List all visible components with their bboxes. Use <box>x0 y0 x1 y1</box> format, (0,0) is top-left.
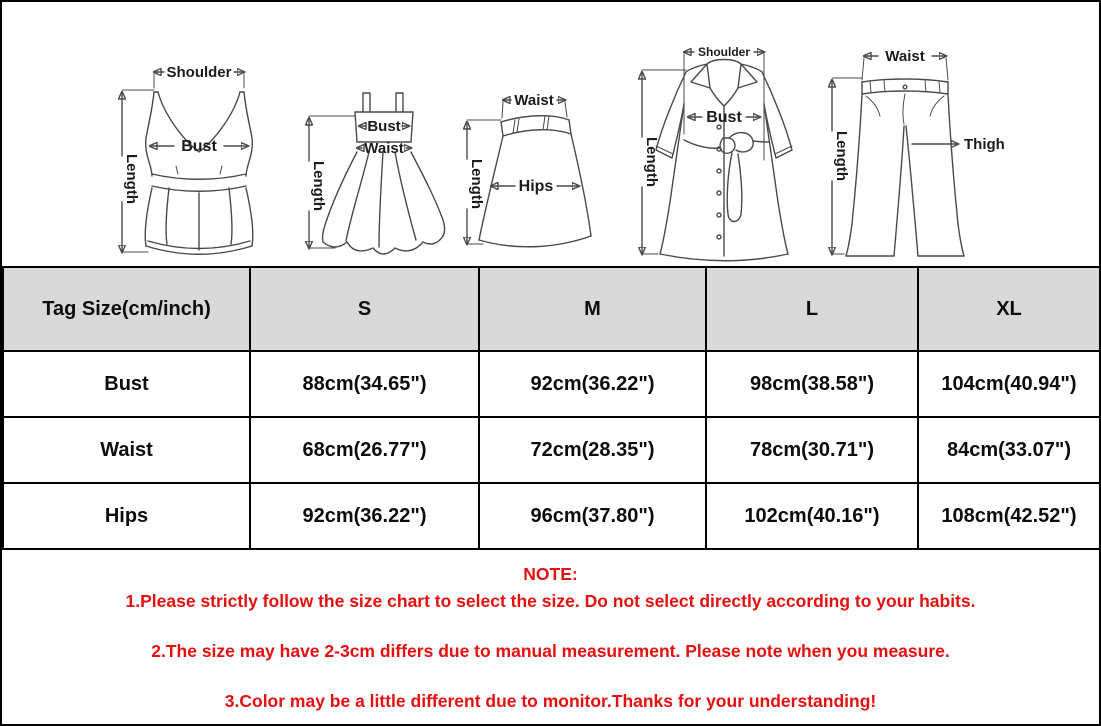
pants-waist-label: Waist <box>885 48 925 65</box>
header-size-xl: XL <box>918 267 1100 351</box>
pants-outline <box>846 79 964 256</box>
skirt-diagram <box>457 90 602 258</box>
size-cell: 98cm(38.58") <box>706 351 918 417</box>
header-size-s: S <box>250 267 479 351</box>
size-cell: 96cm(37.80") <box>479 483 706 549</box>
table-row-bust <box>3 351 1100 417</box>
coat-diagram <box>628 42 813 264</box>
pants-thigh-label: Thigh <box>964 136 1005 153</box>
header-size-m: M <box>479 267 706 351</box>
tank-length-label: Length <box>123 154 140 204</box>
size-cell: 102cm(40.16") <box>706 483 918 549</box>
notes-section <box>2 552 1099 724</box>
row-label: Waist <box>3 417 250 483</box>
coat-length-label: Length <box>643 137 660 187</box>
coat-bust-label: Bust <box>706 109 742 126</box>
skirt-measures <box>467 92 579 244</box>
skirt-length-label: Length <box>468 159 485 209</box>
dress-diagram <box>295 90 455 258</box>
coat-shoulder-label: Shoulder <box>697 45 751 59</box>
header-size-l: L <box>706 267 918 351</box>
tank-top-measures <box>122 64 248 252</box>
skirt-waist-label: Waist <box>514 92 554 109</box>
note-title: NOTE: <box>523 564 578 584</box>
tank-shoulder-label: Shoulder <box>166 64 232 81</box>
pants-length-label: Length <box>833 131 850 181</box>
dress-bust-label: Bust <box>367 118 401 135</box>
size-cell: 72cm(28.35") <box>479 417 706 483</box>
size-table <box>2 266 1101 550</box>
skirt-hips-label: Hips <box>518 178 554 195</box>
table-row-hips <box>3 483 1100 549</box>
header-tag-size: Tag Size(cm/inch) <box>3 267 250 351</box>
size-table-header-row <box>3 267 1100 351</box>
size-cell: 92cm(36.22") <box>250 483 479 549</box>
row-label: Hips <box>3 483 250 549</box>
coat-measures <box>642 45 764 254</box>
coat-outline <box>656 60 792 261</box>
dress-waist-label: Waist <box>364 140 404 157</box>
tank-top-diagram <box>102 54 272 259</box>
size-cell: 92cm(36.22") <box>479 351 706 417</box>
note-item-2: 2.The size may have 2-3cm differs due to manual measurement. Please note when you measure. <box>151 641 950 661</box>
note-item-3: 3.Color may be a little different due to monitor.Thanks for your understanding! <box>224 691 877 711</box>
size-cell: 84cm(33.07") <box>918 417 1100 483</box>
garment-diagrams <box>2 2 1099 266</box>
table-row-waist <box>3 417 1100 483</box>
row-label: Bust <box>3 351 250 417</box>
size-cell: 108cm(42.52") <box>918 483 1100 549</box>
tank-bust-label: Bust <box>181 138 217 155</box>
note-item-1: 1.Please strictly follow the size chart to select the size. Do not select directly according to your habits. <box>125 591 976 611</box>
pants-diagram <box>818 44 1018 262</box>
tank-top-outline <box>145 92 253 254</box>
size-cell: 68cm(26.77") <box>250 417 479 483</box>
size-cell: 78cm(30.71") <box>706 417 918 483</box>
size-cell: 88cm(34.65") <box>250 351 479 417</box>
dress-length-label: Length <box>310 161 327 211</box>
size-cell: 104cm(40.94") <box>918 351 1100 417</box>
